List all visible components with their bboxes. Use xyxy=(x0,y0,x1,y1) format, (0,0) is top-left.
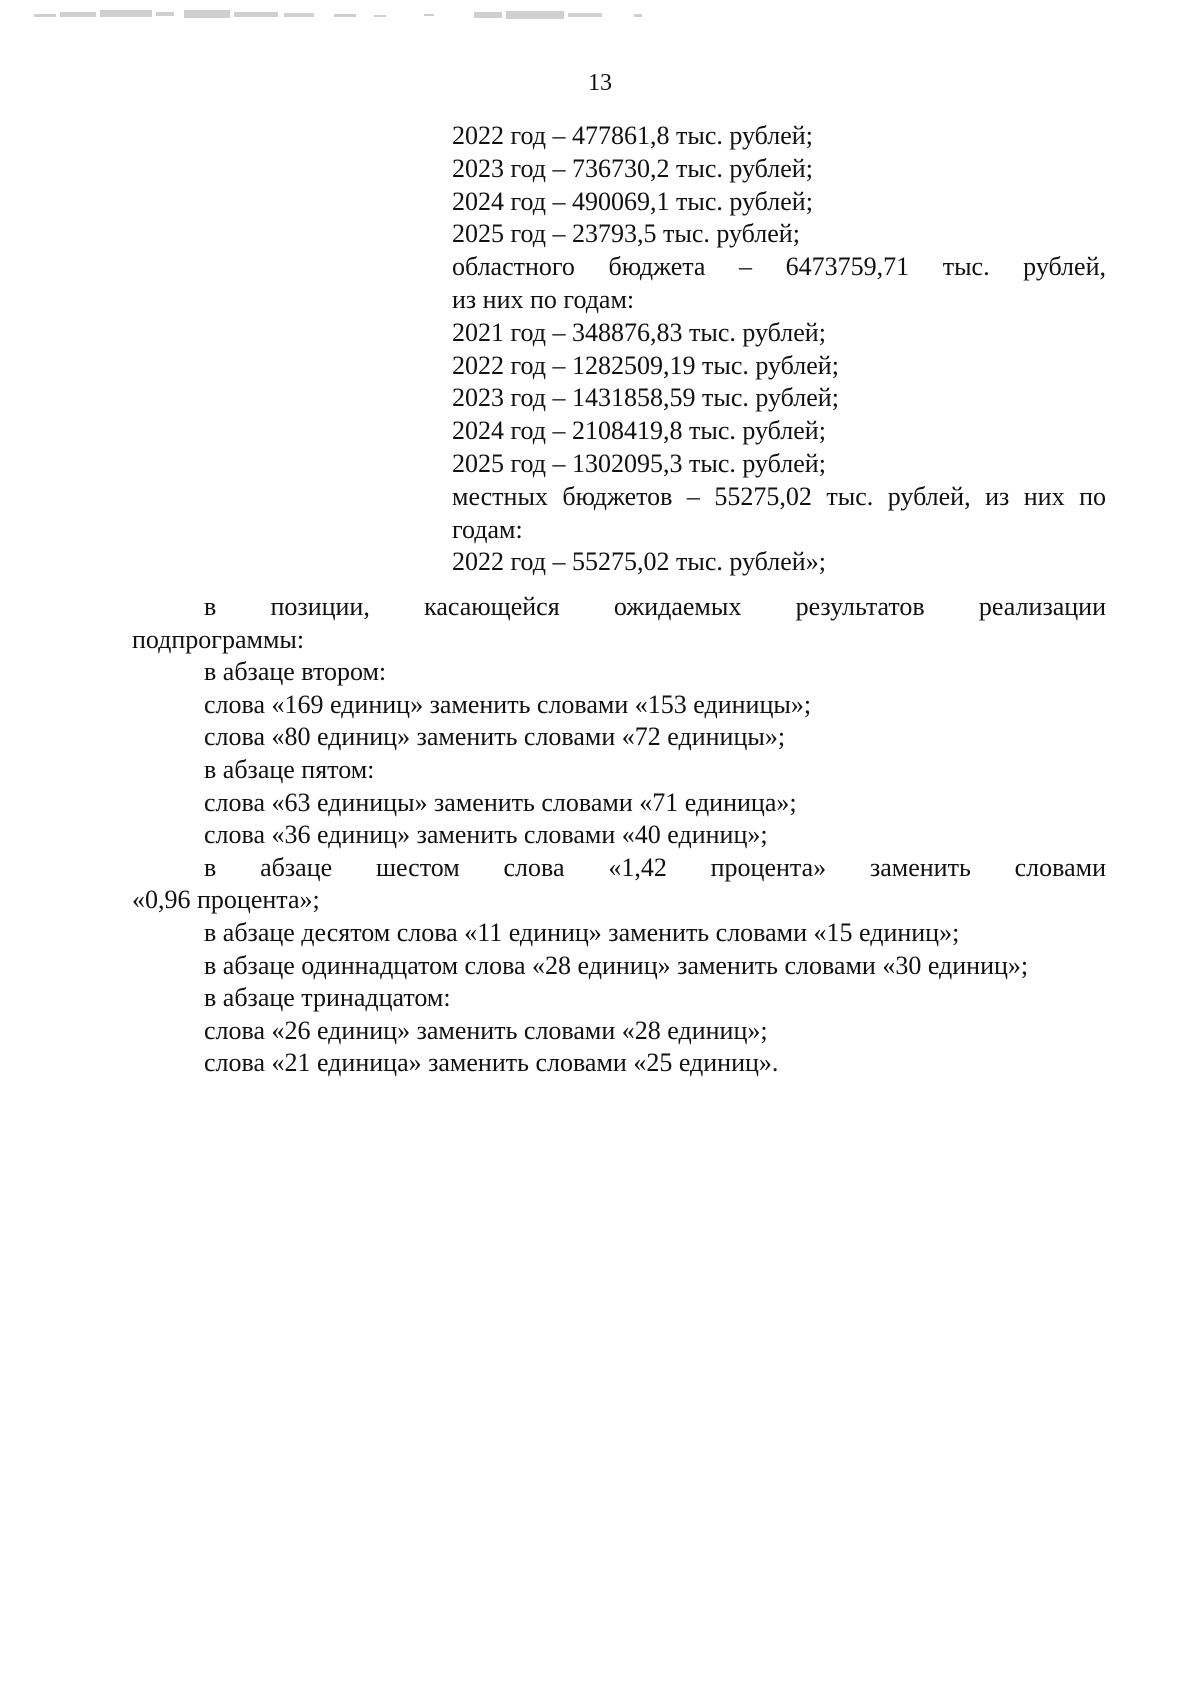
regional-year-line: 2022 год – 1282509,19 тыс. рублей; xyxy=(452,350,839,380)
amendment-item: слова «21 единица» заменить словами «25 единиц». xyxy=(204,1048,779,1078)
local-budget-total: местных бюджетов – 55275,02 тыс. рублей, из них по xyxy=(452,481,1106,511)
amendments-text xyxy=(132,591,1106,1080)
paragraph-11-amendment: в абзаце одиннадцатом слова «28 единиц» заменить словами «30 единиц»; xyxy=(204,950,1029,980)
regional-year-line: 2021 год – 348876,83 тыс. рублей; xyxy=(452,317,826,347)
amendment-item: слова «169 единиц» заменить словами «153 единицы»; xyxy=(204,689,812,719)
page-number: 13 xyxy=(588,70,612,96)
paragraph-10-amendment: в абзаце десятом слова «11 единиц» заменить словами «15 единиц»; xyxy=(204,917,960,947)
scan-artifact-strip xyxy=(34,4,734,26)
regional-year-line: 2025 год – 1302095,3 тыс. рублей; xyxy=(452,448,826,478)
amendment-item: слова «36 единиц» заменить словами «40 единиц»; xyxy=(204,820,768,850)
amendment-line: «0,96 процента»; xyxy=(132,885,320,915)
expected-results-intro xyxy=(132,591,1106,656)
paragraph-2-header: в абзаце втором: xyxy=(204,657,387,687)
budget-breakdown xyxy=(452,120,1106,579)
regional-year-line: 2024 год – 2108419,8 тыс. рублей; xyxy=(452,416,826,446)
federal-year-line: 2024 год – 490069,1 тыс. рублей; xyxy=(452,186,813,216)
local-budget-subheading: годам: xyxy=(452,514,523,544)
federal-year-line: 2025 год – 23793,5 тыс. рублей; xyxy=(452,219,800,249)
regional-budget-subheading: из них по годам: xyxy=(452,284,635,314)
regional-budget-total: областного бюджета – 6473759,71 тыс. рублей, xyxy=(452,252,1106,282)
paragraph-5-header: в абзаце пятом: xyxy=(204,754,375,784)
paragraph-13-header: в абзаце тринадцатом: xyxy=(204,983,451,1013)
amendment-line: в абзаце шестом слова «1,42 процента» заменить словами xyxy=(204,852,1106,882)
amendment-item: слова «63 единицы» заменить словами «71 единица»; xyxy=(204,787,797,817)
federal-year-line: 2022 год – 477861,8 тыс. рублей; xyxy=(452,121,813,150)
paragraph-6-amendment xyxy=(132,852,1106,917)
amendment-item: слова «26 единиц» заменить словами «28 единиц»; xyxy=(204,1015,768,1045)
intro-line: подпрограммы: xyxy=(132,624,305,654)
intro-line: в позиции, касающейся ожидаемых результатов реализации xyxy=(204,592,1106,621)
local-year-line: 2022 год – 55275,02 тыс. рублей»; xyxy=(452,547,826,577)
regional-year-line: 2023 год – 1431858,59 тыс. рублей; xyxy=(452,383,839,413)
amendment-item: слова «80 единиц» заменить словами «72 единицы»; xyxy=(204,722,786,752)
federal-year-line: 2023 год – 736730,2 тыс. рублей; xyxy=(452,153,813,183)
